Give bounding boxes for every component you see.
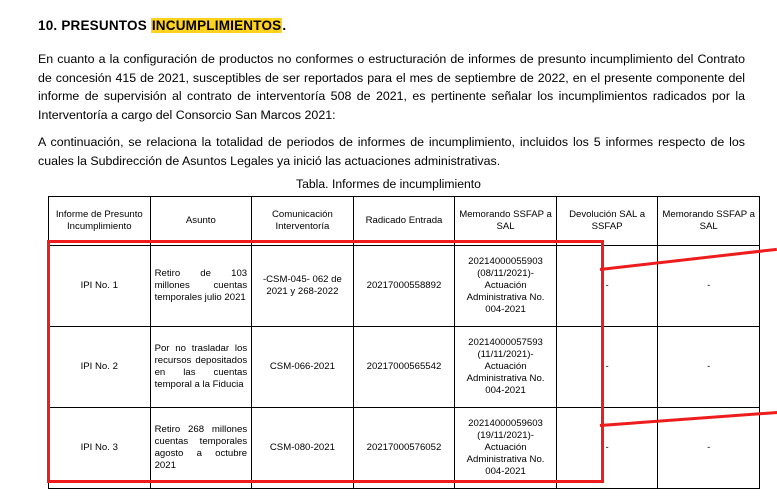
column-header-memorando-ssfap-sal: Memorando SSFAP a SAL <box>455 197 557 246</box>
cell-asunto: Por no trasladar los recursos depositados en las cuentas temporal a la Fiducia <box>150 327 252 408</box>
cell-comunicacion: CSM-080-2021 <box>252 408 354 489</box>
paragraph-intro: En cuanto a la configuración de productos no conformes o estructuración de informes de presunto incumplimiento del Contrato de concesión 415 de 2021, susceptibles de ser reportados para el mes de septiembre de 2022, en el presente componente del informe de supervisión al contrato de interventoría 508 de 2021, es pertinente señalar los incumplimientos radicados por la Interventoría a cargo del Consorcio San Marcos 2021: <box>38 52 745 122</box>
cell-asunto: Retiro de 103 millones cuentas temporales julio 2021 <box>150 246 252 327</box>
cell-ipi: IPI No. 2 <box>49 327 151 408</box>
column-header-memorando-ssfap-sal-2: Memorando SSFAP a SAL <box>658 197 760 246</box>
column-header-radicado: Radicado Entrada <box>353 197 455 246</box>
cell-memorando-2: - <box>658 327 760 408</box>
section-title-highlighted: INCUMPLIMIENTOS <box>151 18 282 33</box>
section-number: 10. <box>38 18 58 33</box>
section-title-end: . <box>282 18 287 33</box>
column-header-devolucion-sal-ssfap: Devolución SAL a SSFAP <box>556 197 658 246</box>
table-header-row <box>49 197 760 246</box>
cell-memorando-2: - <box>658 408 760 489</box>
cell-ipi: IPI No. 1 <box>49 246 151 327</box>
table-body <box>49 246 760 489</box>
cell-comunicacion: CSM-066-2021 <box>252 327 354 408</box>
cell-memorando: 20214000055903 (08/11/2021)- Actuación Administrativa No. 004-2021 <box>455 246 557 327</box>
table-caption: Tabla. Informes de incumplimiento <box>296 177 481 191</box>
cell-devolucion: - <box>556 408 658 489</box>
cell-radicado: 20217000576052 <box>353 408 455 489</box>
paragraph-continuation: A continuación, se relaciona la totalidad de periodos de informes de incumplimiento, incluidos los 5 informes respecto de los cuales la Subdirección de Asuntos Legales ya inició las actuaciones administrativas. <box>38 135 745 168</box>
cell-memorando-2: - <box>658 246 760 327</box>
cell-asunto: Retiro 268 millones cuentas temporales agosto a octubre 2021 <box>150 408 252 489</box>
cell-ipi: IPI No. 3 <box>49 408 151 489</box>
cell-radicado: 20217000565542 <box>353 327 455 408</box>
section-title-plain: PRESUNTOS <box>57 18 151 33</box>
table-row <box>49 246 760 327</box>
cell-comunicacion: -CSM-045- 062 de 2021 y 268-2022 <box>252 246 354 327</box>
cell-memorando: 20214000057593 (11/11/2021)- Actuación Administrativa No. 004-2021 <box>455 327 557 408</box>
table-row <box>49 408 760 489</box>
cell-radicado: 20217000558892 <box>353 246 455 327</box>
cell-devolucion: - <box>556 246 658 327</box>
cell-memorando: 20214000059603 (19/11/2021)- Actuación Administrativa No. 004-2021 <box>455 408 557 489</box>
table-row <box>49 327 760 408</box>
column-header-comunicacion: Comunicación Interventoría <box>252 197 354 246</box>
column-header-ipi: Informe de Presunto Incumplimiento <box>49 197 151 246</box>
page-title <box>38 18 286 33</box>
incumplimientos-table <box>48 196 760 489</box>
table-header <box>49 197 760 246</box>
column-header-asunto: Asunto <box>150 197 252 246</box>
cell-devolucion: - <box>556 327 658 408</box>
